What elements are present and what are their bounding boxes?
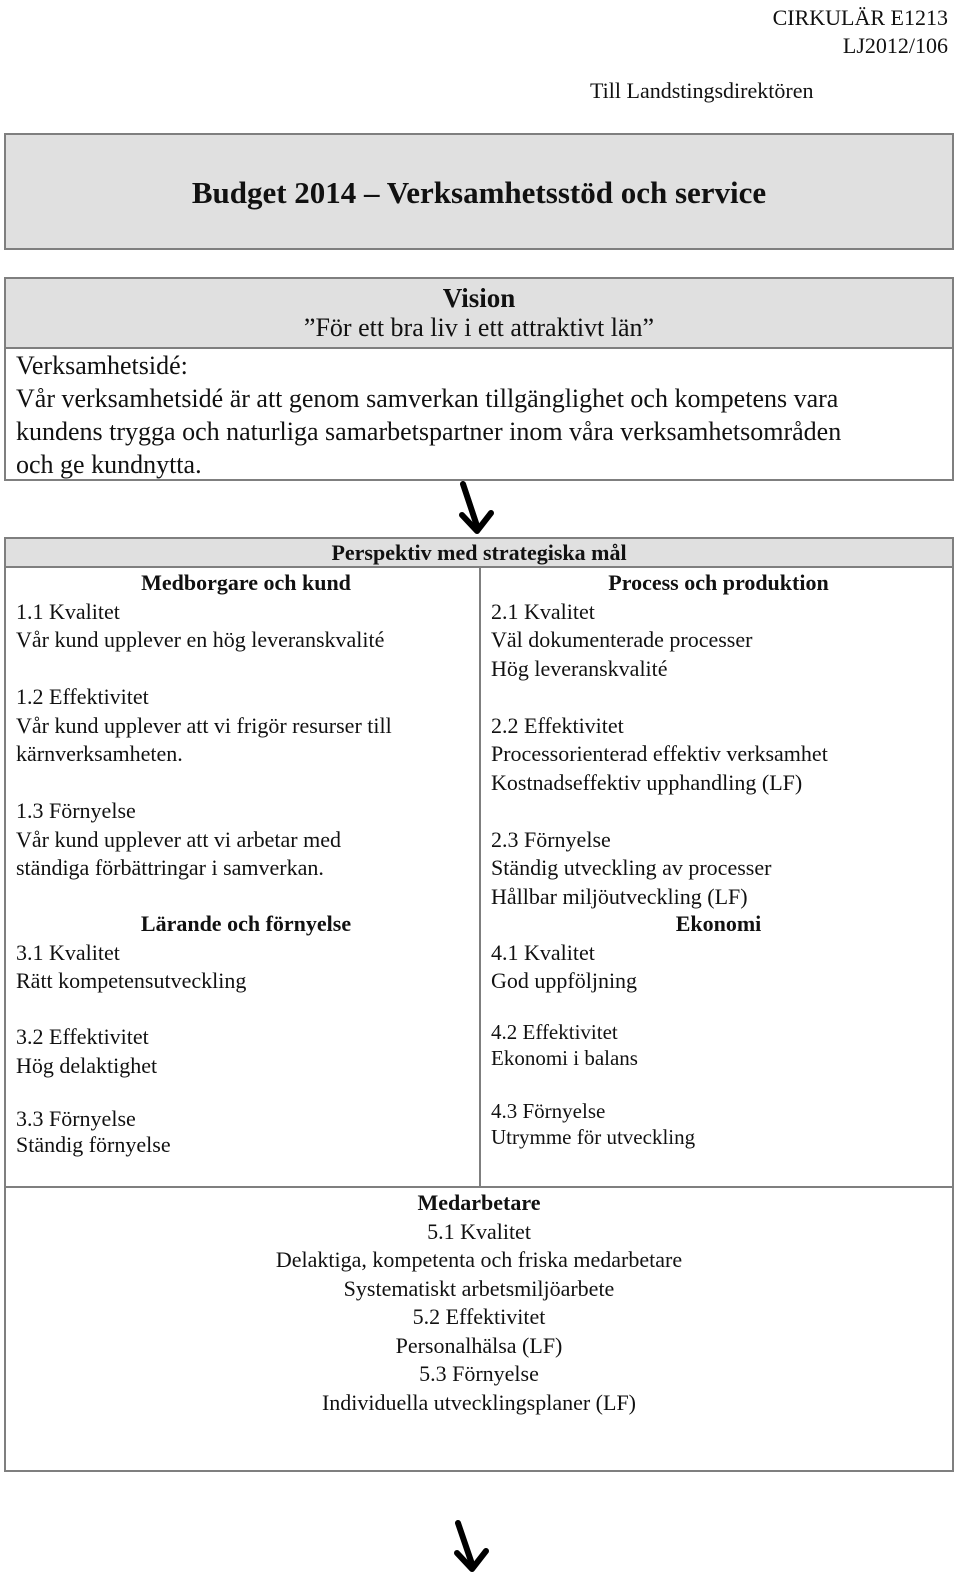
goal-text: Vår kund upplever att vi frigör resurser till	[16, 712, 392, 738]
process-title: Process och produktion	[608, 570, 829, 595]
goal-text: Utrymme för utveckling	[491, 1125, 696, 1149]
title-box	[4, 133, 954, 250]
goal-text: ständiga förbättringar i samverkan.	[16, 855, 324, 880]
goal-label: 1.2 Effektivitet	[16, 684, 149, 709]
goal-label: 4.3 Förnyelse	[491, 1099, 606, 1123]
staff-line: Individuella utvecklingsplaner (LF)	[321, 1389, 637, 1415]
mission-line: kundens trygga och naturliga samarbetspartner inom våra verksamhetsområden	[16, 417, 842, 446]
goal-text: God uppföljning	[491, 968, 638, 993]
goal-label: 1.3 Förnyelse	[16, 798, 136, 823]
goal-label: 4.1 Kvalitet	[491, 939, 595, 965]
staff-line: 5.2 Effektivitet	[412, 1304, 546, 1329]
economy-section	[491, 910, 946, 996]
vision-quote: ”För ett bra liv i ett attraktivt län”	[303, 313, 655, 342]
goal-text: Hållbar miljöutveckling (LF)	[491, 883, 748, 909]
goal-label: 2.2 Effektivitet	[491, 712, 624, 738]
staff-line: Personalhälsa (LF)	[395, 1332, 563, 1358]
goal-label: 2.1 Kvalitet	[491, 598, 595, 624]
economy-title: Ekonomi	[675, 911, 762, 936]
mission-line: Vår verksamhetsidé är att genom samverkan tillgänglighet och kompetens vara	[16, 384, 839, 413]
vision-heading: Vision	[442, 283, 516, 313]
learning-goal-3	[16, 1106, 476, 1158]
staff-line: Delaktiga, kompetenta och friska medarbetare	[275, 1247, 683, 1272]
goal-text: Ständig utveckling av processer	[491, 855, 772, 880]
arrow-down-icon	[455, 481, 499, 537]
perspectives-box	[4, 537, 954, 1472]
goal-text: Väl dokumenterade processer	[491, 627, 753, 652]
mission-label: Verksamhetsidé:	[16, 351, 188, 380]
staff-title: Medarbetare	[417, 1190, 541, 1215]
goal-text: Kostnadseffektiv upphandling (LF)	[491, 769, 803, 795]
goal-text: Ständig förnyelse	[16, 1132, 171, 1157]
column-divider	[479, 568, 481, 1188]
economy-goal-3	[491, 1098, 946, 1150]
vision-box	[4, 277, 954, 481]
goal-text: Processorienterad effektiv verksamhet	[491, 741, 828, 766]
learning-section	[16, 910, 476, 996]
reference-number: LJ2012/106	[842, 33, 948, 58]
goal-label: 3.2 Effektivitet	[16, 1024, 149, 1049]
staff-line: 5.3 Förnyelse	[419, 1361, 539, 1386]
economy-goal-2	[491, 1019, 946, 1071]
goal-label: 3.1 Kvalitet	[16, 939, 120, 965]
mission-statement	[16, 349, 946, 481]
circular-number: CIRKULÄR E1213	[772, 5, 948, 30]
goal-text: kärnverksamheten.	[16, 741, 183, 766]
goal-text: Rätt kompetensutveckling	[16, 968, 247, 993]
citizens-title: Medborgare och kund	[141, 570, 351, 595]
goal-text: Ekonomi i balans	[491, 1046, 638, 1070]
arrow-down-icon	[450, 1520, 494, 1574]
recipient: Till Landstingsdirektören	[590, 78, 814, 103]
document-header-reference	[773, 4, 948, 60]
goal-label: 1.1 Kvalitet	[16, 598, 120, 624]
goal-label: 3.3 Förnyelse	[16, 1106, 136, 1131]
staff-section	[6, 1189, 952, 1417]
citizens-section	[16, 569, 476, 883]
perspectives-heading: Perspektiv med strategiska mål	[6, 539, 952, 568]
goal-text: Hög leveranskvalité	[491, 655, 668, 681]
process-section	[491, 569, 946, 911]
staff-line: 5.1 Kvalitet	[427, 1218, 531, 1244]
learning-title: Lärande och förnyelse	[140, 911, 352, 936]
goal-label: 4.2 Effektivitet	[491, 1020, 618, 1044]
mission-line: och ge kundnytta.	[16, 450, 202, 479]
learning-goal-2	[16, 1023, 476, 1080]
staff-line: Systematiskt arbetsmiljöarbete	[343, 1275, 615, 1301]
goal-text: Vår kund upplever att vi arbetar med	[16, 826, 341, 852]
section-divider	[6, 1186, 952, 1188]
vision-header	[6, 279, 952, 349]
document-title: Budget 2014 – Verksamhetsstöd och service	[191, 175, 767, 210]
goal-text: Hög delaktighet	[16, 1052, 158, 1078]
goal-label: 2.3 Förnyelse	[491, 826, 611, 852]
goal-text: Vår kund upplever en hög leveranskvalité	[16, 627, 385, 652]
